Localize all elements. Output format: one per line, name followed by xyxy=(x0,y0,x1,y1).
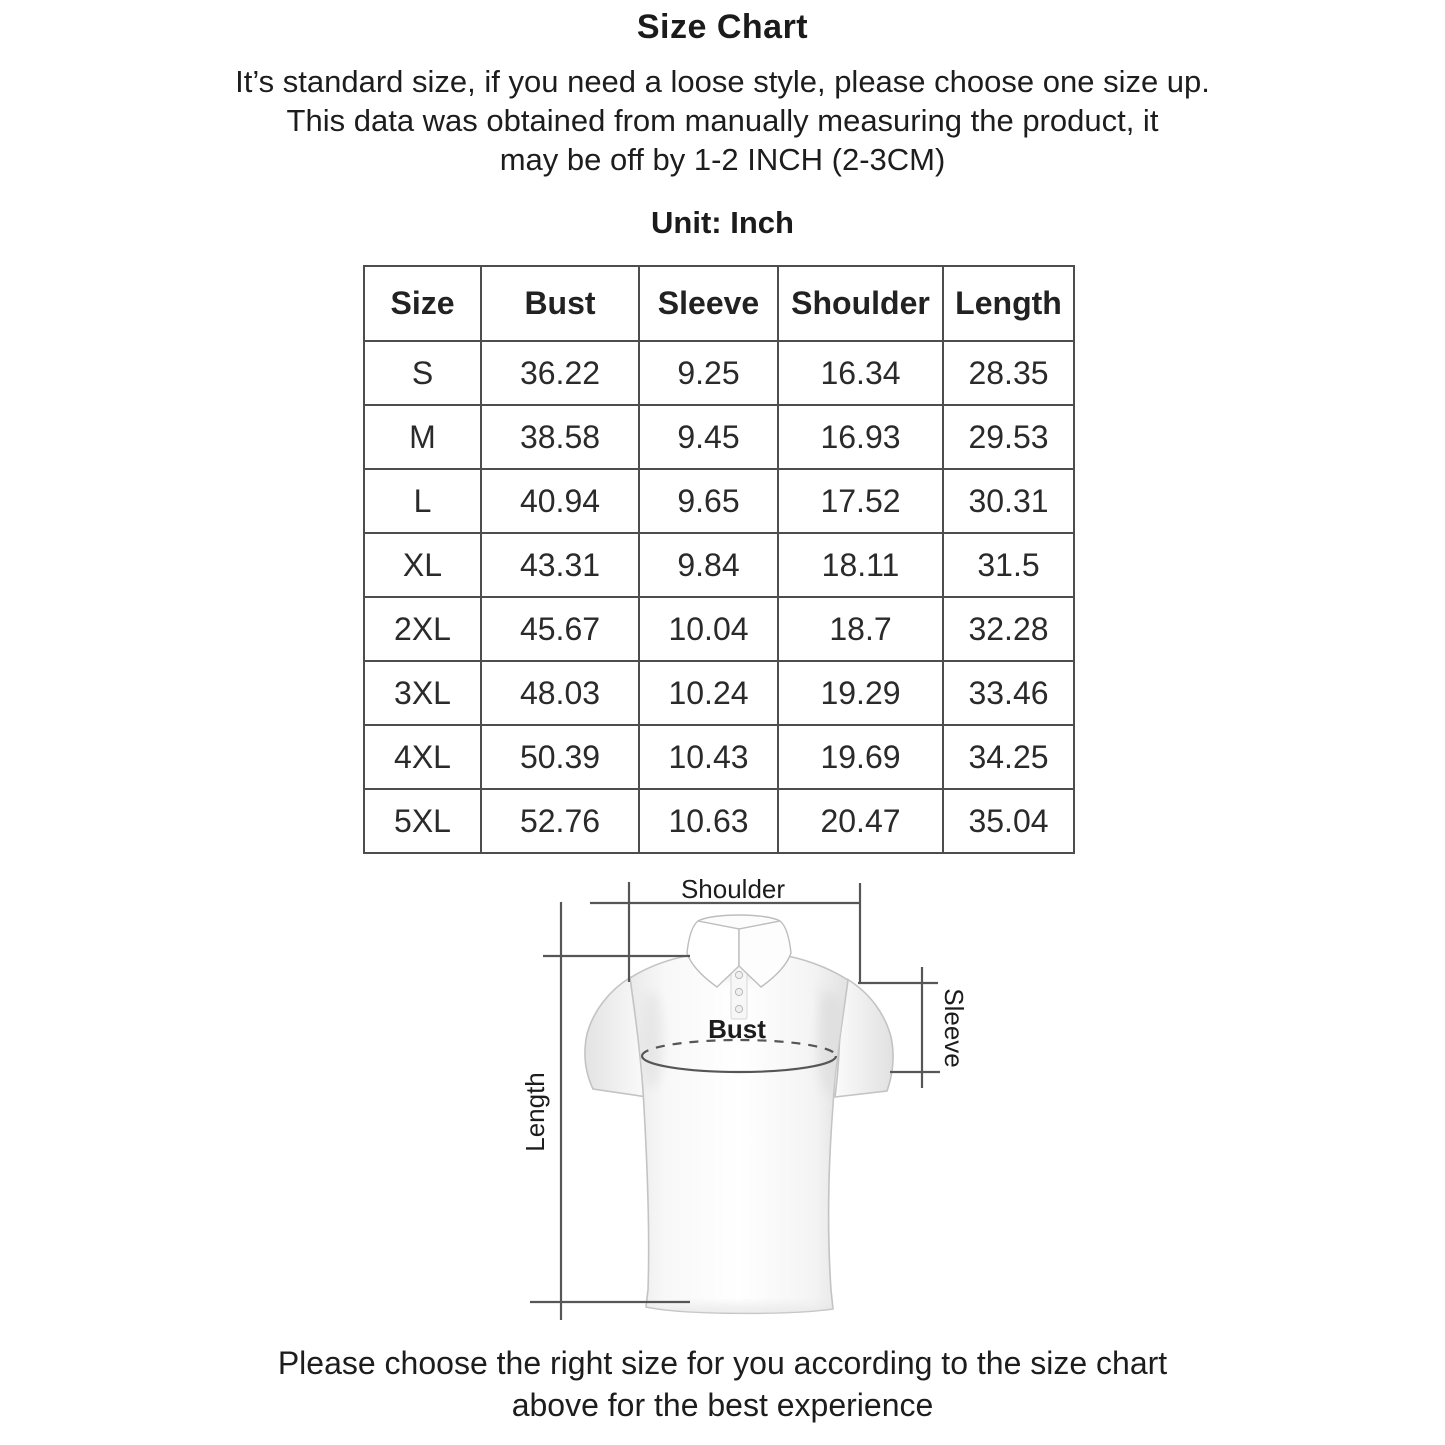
table-row xyxy=(364,405,1074,469)
bust-cell: 43.31 xyxy=(481,533,639,597)
table-row xyxy=(364,597,1074,661)
size-cell: XL xyxy=(364,533,481,597)
shoulder-cell: 16.34 xyxy=(778,341,943,405)
bust-cell: 50.39 xyxy=(481,725,639,789)
size-disclaimer xyxy=(0,62,1445,179)
sleeve-cell: 10.63 xyxy=(639,789,778,853)
shoulder-cell: 17.52 xyxy=(778,469,943,533)
size-cell: 3XL xyxy=(364,661,481,725)
disclaimer-line-1: It’s standard size, if you need a loose style, please choose one size up. xyxy=(235,64,1210,99)
bust-label: Bust xyxy=(708,1014,766,1044)
col-header-length: Length xyxy=(943,266,1074,341)
measurement-diagram xyxy=(500,860,980,1340)
table-row xyxy=(364,341,1074,405)
sleeve-label: Sleeve xyxy=(939,988,969,1068)
sleeve-cell: 10.43 xyxy=(639,725,778,789)
length-cell: 35.04 xyxy=(943,789,1074,853)
polo-shirt-illustration xyxy=(585,915,893,1319)
shoulder-cell: 16.93 xyxy=(778,405,943,469)
length-cell: 33.46 xyxy=(943,661,1074,725)
bust-cell: 48.03 xyxy=(481,661,639,725)
shoulder-cell: 20.47 xyxy=(778,789,943,853)
bust-cell: 38.58 xyxy=(481,405,639,469)
size-table xyxy=(363,265,1075,854)
size-table-header-row xyxy=(364,266,1074,341)
length-cell: 29.53 xyxy=(943,405,1074,469)
col-header-size: Size xyxy=(364,266,481,341)
table-row xyxy=(364,725,1074,789)
bust-cell: 40.94 xyxy=(481,469,639,533)
length-cell: 32.28 xyxy=(943,597,1074,661)
shoulder-cell: 18.11 xyxy=(778,533,943,597)
disclaimer-line-2: This data was obtained from manually measuring the product, it xyxy=(286,103,1159,138)
button xyxy=(735,971,742,978)
bust-cell: 52.76 xyxy=(481,789,639,853)
footer-note xyxy=(0,1342,1445,1426)
bust-cell: 45.67 xyxy=(481,597,639,661)
size-cell: 5XL xyxy=(364,789,481,853)
shoulder-label: Shoulder xyxy=(680,874,786,904)
sleeve-cell: 10.24 xyxy=(639,661,778,725)
sleeve-cell: 9.45 xyxy=(639,405,778,469)
footer-line-2: above for the best experience xyxy=(511,1387,934,1423)
col-header-sleeve: Sleeve xyxy=(639,266,778,341)
length-cell: 30.31 xyxy=(943,469,1074,533)
table-row xyxy=(364,789,1074,853)
size-cell: 2XL xyxy=(364,597,481,661)
size-cell: S xyxy=(364,341,481,405)
page-title: Size Chart xyxy=(636,8,809,46)
shoulder-cell: 18.7 xyxy=(778,597,943,661)
shoulder-cell: 19.69 xyxy=(778,725,943,789)
length-cell: 31.5 xyxy=(943,533,1074,597)
col-header-bust: Bust xyxy=(481,266,639,341)
table-row xyxy=(364,661,1074,725)
sleeve-cell: 10.04 xyxy=(639,597,778,661)
length-label: Length xyxy=(520,1072,550,1152)
sleeve-cell: 9.84 xyxy=(639,533,778,597)
footer-line-1: Please choose the right size for you according to the size chart xyxy=(277,1345,1168,1381)
size-cell: L xyxy=(364,469,481,533)
size-cell: 4XL xyxy=(364,725,481,789)
length-cell: 34.25 xyxy=(943,725,1074,789)
button xyxy=(735,1005,742,1012)
unit-label: Unit: Inch xyxy=(651,205,794,240)
col-header-shoulder: Shoulder xyxy=(778,266,943,341)
bust-cell: 36.22 xyxy=(481,341,639,405)
table-row xyxy=(364,533,1074,597)
disclaimer-line-3: may be off by 1-2 INCH (2-3CM) xyxy=(499,142,946,177)
sleeve-cell: 9.65 xyxy=(639,469,778,533)
sleeve-cell: 9.25 xyxy=(639,341,778,405)
table-row xyxy=(364,469,1074,533)
size-cell: M xyxy=(364,405,481,469)
button xyxy=(735,988,742,995)
shoulder-cell: 19.29 xyxy=(778,661,943,725)
length-cell: 28.35 xyxy=(943,341,1074,405)
